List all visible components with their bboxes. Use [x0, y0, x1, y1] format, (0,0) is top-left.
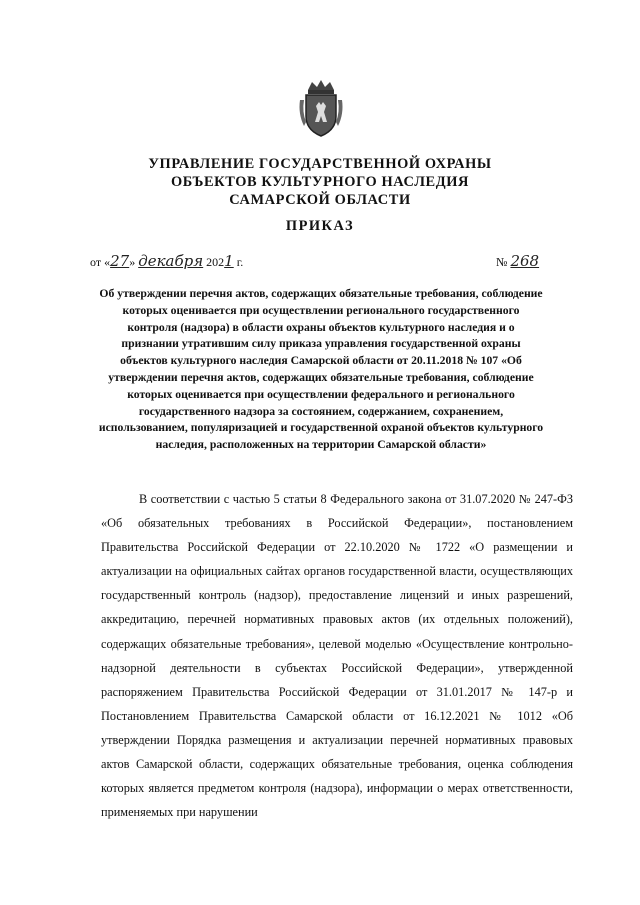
- document-type: ПРИКАЗ: [285, 218, 355, 234]
- organization-name: [0, 155, 640, 209]
- date-prefix: от «: [90, 255, 111, 269]
- org-line: УПРАВЛЕНИЕ ГОСУДАРСТВЕННОЙ ОХРАНЫ: [148, 156, 492, 172]
- order-body: В соответствии с частью 5 статьи 8 Федерального закона от 31.07.2020 № 247-ФЗ «Об обязательных требованиях в Российской Федерации», постановлением Правительства Российской Федерации от 22.10.2020 № 1722 «О размещении и актуализации на официальных сайтах органов государственной власти, осуществляющих государственный контроль (надзор), предоставление лицензий и иных разрешений, аккредитацию, перечней нормативных правовых актов (их отдельных положений), содержащих обязательные требования», целевой моделью «Осуществление контрольно-надзорной деятельности в субъектах Российской Федерации», утвержденной распоряжением Правительства Российской Федерации от 31.01.2017 № 147-р и Постановлением Правительства Самарской области от 16.12.2021 № 1012 «Об утверждении Порядка размещения и актуализации перечней нормативных правовых актов Самарской области, содержащих обязательные требования, оценка соблюдения которых является предметом контроля (надзора), информации о мерах ответственности, применяемых при нарушении: [101, 492, 573, 820]
- date-year-suffix: 1: [224, 252, 234, 270]
- org-line: САМАРСКОЙ ОБЛАСТИ: [229, 192, 411, 208]
- number-prefix: №: [496, 255, 508, 269]
- date-mid: »: [129, 255, 136, 269]
- samara-coat-of-arms-icon: [296, 78, 346, 140]
- order-title: Об утверждении перечня актов, содержащих обязательные требования, соблюдение которых оценивается при осуществлении регионального государственного контроля (надзора) в области охраны объектов культурного наследия и о признании утратившим силу приказа управления государственной охраны объектов культурного наследия Самарской области от 20.11.2018 № 107 «Об утверждении перечня актов, содержащих обязательные требования, соблюдение которых оценивается при осуществлении федерального и регионального государственного надзора за состоянием, содержанием, сохранением, использованием, популяризацией и государственной охраной объектов культурного наследия, расположенных на территории Самарской области»: [98, 287, 544, 452]
- order-number: [496, 252, 539, 270]
- date-day: 27: [110, 252, 130, 270]
- number-value: 268: [510, 252, 540, 270]
- order-date: [90, 252, 243, 270]
- date-month: декабря: [138, 252, 204, 270]
- date-year-prefix: 202: [206, 255, 225, 269]
- org-line: ОБЪЕКТОВ КУЛЬТУРНОГО НАСЛЕДИЯ: [171, 174, 469, 190]
- date-suffix: г.: [233, 255, 244, 269]
